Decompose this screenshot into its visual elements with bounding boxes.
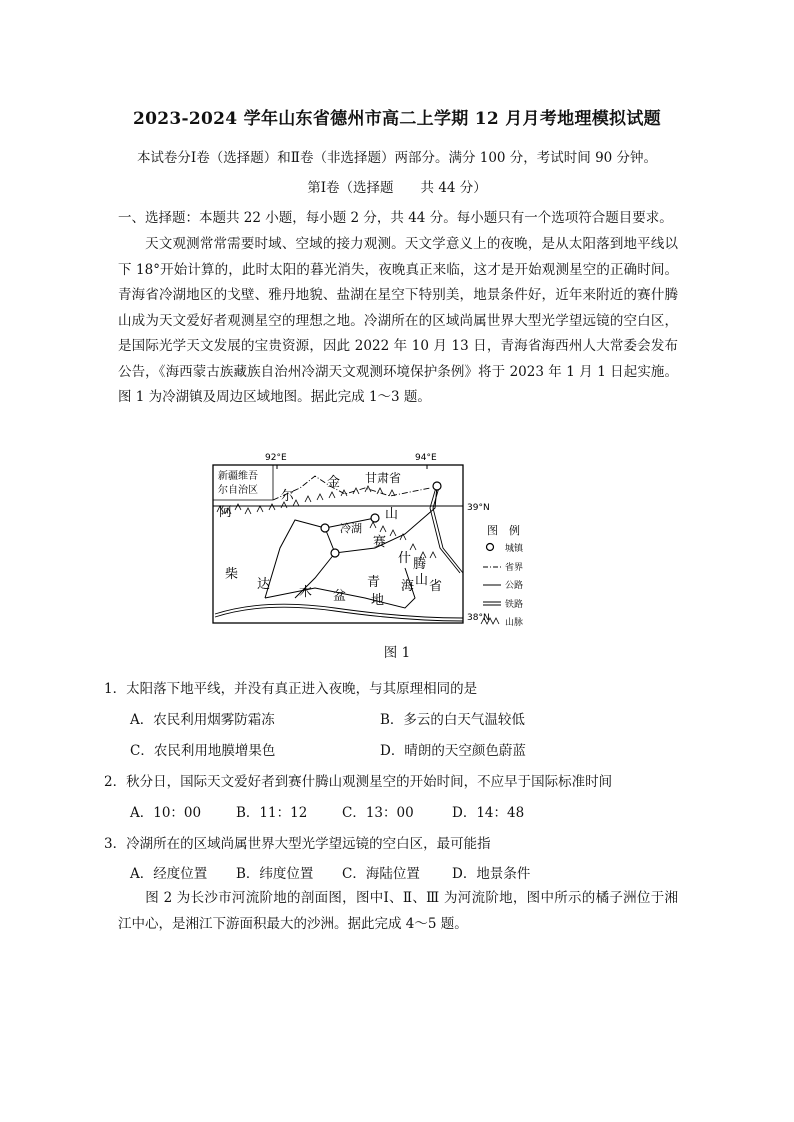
lon-92-label: 92°E <box>265 453 287 463</box>
svg-text:金: 金 <box>327 475 341 490</box>
region-xinjiang-line2: 尔自治区 <box>218 485 258 496</box>
passage-1 <box>118 232 678 411</box>
q2-option-b: B．11：12 <box>236 805 308 821</box>
q3-option-a: A．经度位置 <box>130 866 208 882</box>
lenghu-label: 冷湖 <box>340 522 362 535</box>
legend-mountain: 山脉 <box>505 618 524 628</box>
legend-town: 城镇 <box>505 544 524 554</box>
q3-stem: 3．冷湖所在的区域尚属世界大型光学望远镜的空白区，最可能指 <box>104 836 491 852</box>
svg-text:青: 青 <box>367 575 381 590</box>
q1-option-c: C．农民利用地膜增果色 <box>130 743 276 759</box>
q3-option-d: D．地景条件 <box>452 866 531 882</box>
passage-2 <box>118 886 678 937</box>
q1-option-d: D．晴朗的天空颜色蔚蓝 <box>380 743 526 759</box>
svg-text:阿: 阿 <box>219 505 233 520</box>
section1-instructions: 一、选择题：本题共 22 小题，每小题 2 分，共 44 分。每小题只有一个选项符合题目要求。 <box>118 210 673 226</box>
exam-intro: 本试卷分Ⅰ卷（选择题）和Ⅱ卷（非选择题）两部分。满分 100 分，考试时间 90 分钟。 <box>136 150 658 166</box>
svg-text:赛: 赛 <box>373 535 387 550</box>
svg-text:达: 达 <box>257 577 271 592</box>
q2-option-c: C．13：00 <box>342 805 414 821</box>
q2-option-d: D．14：48 <box>452 805 525 821</box>
svg-text:省: 省 <box>429 579 443 594</box>
legend-title: 图 例 <box>487 524 520 537</box>
region-xinjiang-line1: 新疆维吾 <box>218 471 258 482</box>
page-title: 2023-2024 学年山东省德州市高二上学期 12 月月考地理模拟试题 <box>133 109 661 129</box>
svg-text:山: 山 <box>385 507 399 522</box>
figure-1-caption: 图 1 <box>383 645 411 661</box>
town-4 <box>433 482 441 490</box>
q3-option-b: B．纬度位置 <box>236 866 314 882</box>
svg-text:海: 海 <box>401 579 415 594</box>
svg-text:盆: 盆 <box>333 589 347 604</box>
q2-stem: 2．秋分日，国际天文爱好者到赛什腾山观测星空的开始时间，不应早于国际标准时间 <box>104 774 613 790</box>
legend-road: 公路 <box>505 581 524 591</box>
legend-boundary: 省界 <box>505 563 524 573</box>
lon-94-label: 94°E <box>415 453 437 463</box>
town-lenghu <box>321 524 329 532</box>
passage-1-text: 天文观测常常需要时域、空域的接力观测。天文学意义上的夜晚，是从太阳落到地平线以下 18°开始计算的，此时太阳的暮光消失，夜晚真正来临，这才是开始观测星空的正确时间。青海省冷湖地区的戈壁、雅丹地貌、盐湖在星空下特别美，地景条件好，近年来附近的赛什腾山成为天文爱好者观测星空的理想之地。冷湖所在的区域尚属世界大型光学望远镜的空白区，是国际光学天文发展的宝贵资源，因此 2022 年 10 月 13 日，青海省海西州人大常委会发布公告，《海西蒙古族藏族自治州冷湖天文观测环境保护条例》将于 2023 年 1 月 1 日起实施。图 1 为冷湖镇及周边区域地图。据此完成 1～3 题。 <box>118 236 678 405</box>
passage-2-text: 图 2 为长沙市河流阶地的剖面图，图中Ⅰ、Ⅱ、Ⅲ 为河流阶地，图中所示的橘子洲位于湘江中心，是湘江下游面积最大的沙洲。据此完成 4～5 题。 <box>118 890 678 932</box>
lat-38-label: 38°N <box>467 613 490 623</box>
town-2 <box>331 549 339 557</box>
q1-option-a: A．农民利用烟雾防霜冻 <box>130 712 275 728</box>
q1-option-b: B．多云的白天气温较低 <box>380 712 525 728</box>
svg-text:柴: 柴 <box>225 567 239 582</box>
town-3 <box>371 514 379 522</box>
svg-text:尔: 尔 <box>281 489 295 504</box>
svg-text:什: 什 <box>398 551 412 566</box>
q3-option-c: C．海陆位置 <box>342 866 420 882</box>
svg-text:腾: 腾 <box>413 557 427 572</box>
svg-text:地: 地 <box>371 593 385 608</box>
svg-text:山: 山 <box>415 573 429 588</box>
lat-39-label: 39°N <box>467 503 490 513</box>
svg-text:木: 木 <box>299 585 313 600</box>
q2-option-a: A．10：00 <box>130 805 202 821</box>
legend-railway: 铁路 <box>505 600 524 610</box>
province-boundary <box>273 476 430 500</box>
q1-stem: 1．太阳落下地平线，并没有真正进入夜晚，与其原理相同的是 <box>104 681 478 697</box>
figure-1-map <box>205 448 535 628</box>
part1-heading: 第Ⅰ卷（选择题 共 44 分） <box>307 180 487 196</box>
region-gansu: 甘肃省 <box>365 471 402 485</box>
